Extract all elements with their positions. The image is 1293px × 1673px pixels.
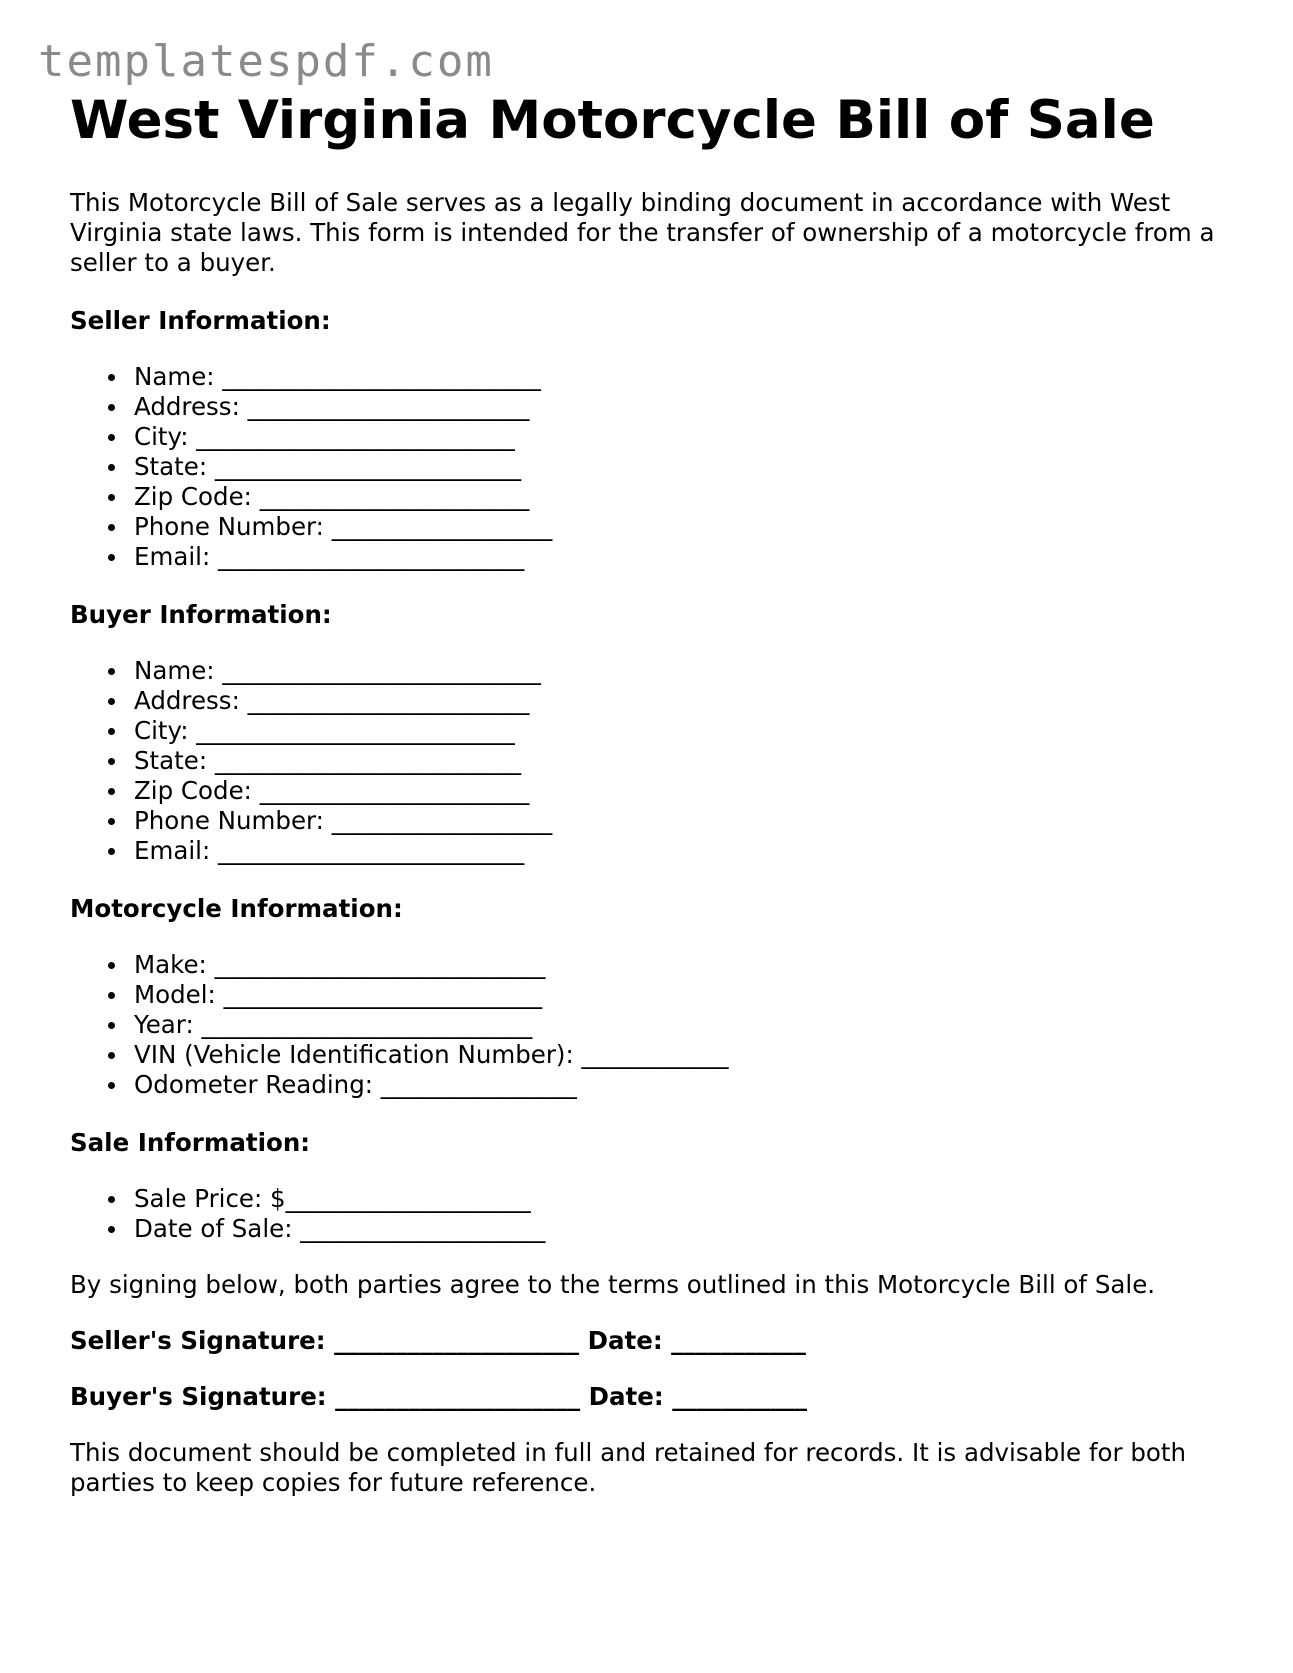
buyer-city-field[interactable]: City: __________________________ [134,716,1230,746]
motorcycle-section-heading: Motorcycle Information: [70,894,403,923]
seller-section-heading: Seller Information: [70,306,331,335]
seller-address-field[interactable]: Address: _______________________ [134,392,1230,422]
sale-date-field[interactable]: Date of Sale: ____________________ [134,1214,1230,1244]
motorcycle-year-field[interactable]: Year: ___________________________ [134,1010,1230,1040]
motorcycle-model-field[interactable]: Model: __________________________ [134,980,1230,1010]
seller-state-field[interactable]: State: _________________________ [134,452,1230,482]
buyer-field-list [70,656,1230,866]
watermark: templatespdf.com [38,36,494,87]
seller-name-field[interactable]: Name: __________________________ [134,362,1230,392]
sale-field-list [70,1184,1230,1244]
document-body [70,88,1230,1498]
agreement-paragraph: By signing below, both parties agree to the terms outlined in this Motorcycle Bill of Sale. [70,1270,1156,1299]
seller-signature-line[interactable]: Seller's Signature: ____________________ Date: ___________ [70,1326,806,1355]
buyer-email-field[interactable]: Email: _________________________ [134,836,1230,866]
closing-paragraph: This document should be completed in full and retained for records. It is advisable for both parties to keep copies for future reference. [70,1438,1187,1497]
buyer-address-field[interactable]: Address: _______________________ [134,686,1230,716]
motorcycle-vin-field[interactable]: VIN (Vehicle Identification Number): ____________ [134,1040,1230,1070]
buyer-phone-field[interactable]: Phone Number: __________________ [134,806,1230,836]
sale-section-heading: Sale Information: [70,1128,311,1157]
buyer-name-field[interactable]: Name: __________________________ [134,656,1230,686]
page-title: West Virginia Motorcycle Bill of Sale [70,90,1155,151]
buyer-signature-line[interactable]: Buyer's Signature: ____________________ Date: ___________ [70,1382,807,1411]
motorcycle-field-list [70,950,1230,1100]
motorcycle-make-field[interactable]: Make: ___________________________ [134,950,1230,980]
intro-paragraph: This Motorcycle Bill of Sale serves as a legally binding document in accordance with West Virginia state laws. This form is intended for the transfer of ownership of a motorcycle from a seller to a buyer. [70,188,1215,277]
motorcycle-odometer-field[interactable]: Odometer Reading: ________________ [134,1070,1230,1100]
seller-field-list [70,362,1230,572]
buyer-zip-field[interactable]: Zip Code: ______________________ [134,776,1230,806]
buyer-state-field[interactable]: State: _________________________ [134,746,1230,776]
buyer-section-heading: Buyer Information: [70,600,332,629]
seller-phone-field[interactable]: Phone Number: __________________ [134,512,1230,542]
seller-city-field[interactable]: City: __________________________ [134,422,1230,452]
sale-price-field[interactable]: Sale Price: $____________________ [134,1184,1230,1214]
seller-email-field[interactable]: Email: _________________________ [134,542,1230,572]
seller-zip-field[interactable]: Zip Code: ______________________ [134,482,1230,512]
